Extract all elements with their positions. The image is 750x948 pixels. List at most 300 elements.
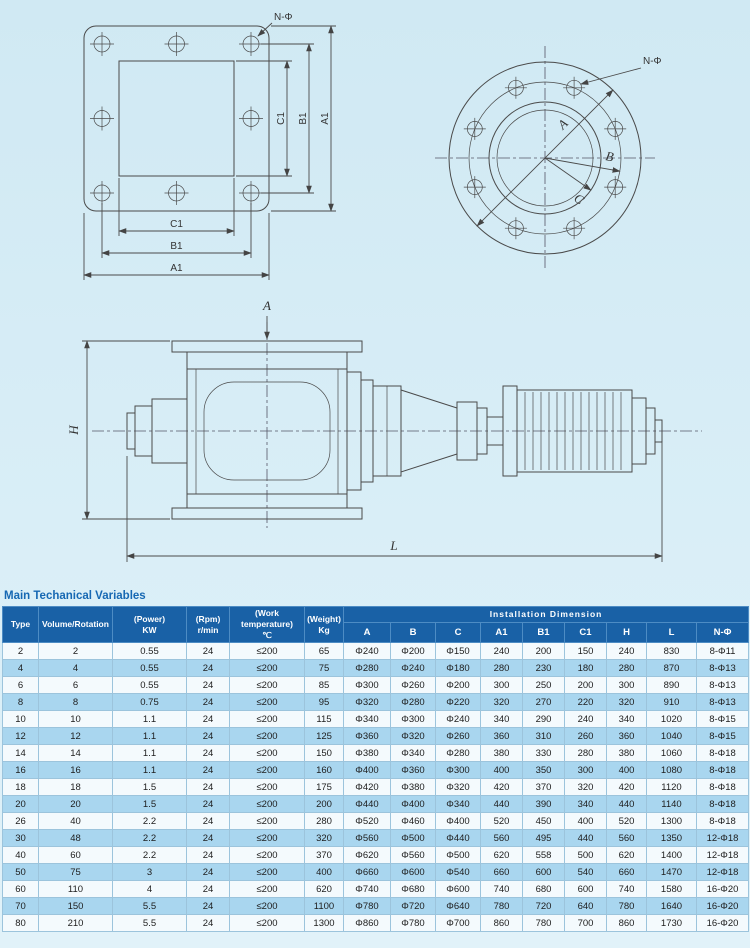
table-cell: 8-Φ15 [697, 728, 749, 745]
table-cell: 600 [523, 864, 565, 881]
table-cell: ≤200 [230, 813, 305, 830]
table-cell: 50 [3, 864, 39, 881]
table-cell: Φ260 [391, 677, 436, 694]
table-cell: 380 [481, 745, 523, 762]
table-cell: 0.55 [113, 643, 187, 660]
table-cell: 1040 [647, 728, 697, 745]
table-cell: Φ560 [391, 847, 436, 864]
table-cell: 440 [565, 830, 607, 847]
dim-a-label: A [554, 115, 571, 133]
square-flange-drawing [62, 6, 362, 296]
table-cell: 330 [523, 745, 565, 762]
table-cell: 24 [187, 711, 230, 728]
table-cell: 520 [481, 813, 523, 830]
table-row [3, 881, 749, 898]
table-cell: Φ340 [436, 796, 481, 813]
table-cell: Φ500 [436, 847, 481, 864]
table-cell: 1730 [647, 915, 697, 932]
table-cell: 600 [565, 881, 607, 898]
table-cell: 8-Φ11 [697, 643, 749, 660]
table-cell: 1.1 [113, 728, 187, 745]
table-cell: Φ780 [344, 898, 391, 915]
table-cell: Φ380 [391, 779, 436, 796]
table-cell: 115 [305, 711, 344, 728]
table-cell: Φ200 [436, 677, 481, 694]
table-cell: Φ260 [436, 728, 481, 745]
table-cell: 75 [305, 660, 344, 677]
table-cell: 280 [481, 660, 523, 677]
table-cell: 440 [481, 796, 523, 813]
table-cell: ≤200 [230, 660, 305, 677]
table-cell: 280 [305, 813, 344, 830]
table-cell: 20 [39, 796, 113, 813]
table-cell: 24 [187, 864, 230, 881]
table-cell: 860 [481, 915, 523, 932]
table-cell: Φ860 [344, 915, 391, 932]
dim-a1-label: A1 [170, 263, 183, 274]
valve-side-view-drawing [52, 296, 717, 588]
col-header-a: A [344, 622, 391, 642]
table-cell: 0.55 [113, 660, 187, 677]
table-cell: 340 [565, 796, 607, 813]
table-row [3, 898, 749, 915]
table-cell: 420 [607, 779, 647, 796]
table-cell: ≤200 [230, 915, 305, 932]
table-cell: 240 [481, 643, 523, 660]
bolt-note-label: N-Φ [274, 12, 293, 23]
table-cell: 16-Φ20 [697, 898, 749, 915]
table-row [3, 677, 749, 694]
table-cell: 640 [565, 898, 607, 915]
table-body [3, 643, 749, 932]
table-cell: ≤200 [230, 694, 305, 711]
table-row [3, 660, 749, 677]
header-line: (Weight) [307, 613, 341, 624]
table-cell: 1060 [647, 745, 697, 762]
table-cell: Φ320 [391, 728, 436, 745]
table-cell: 660 [607, 864, 647, 881]
table-cell: 95 [305, 694, 344, 711]
table-cell: 24 [187, 728, 230, 745]
table-cell: 310 [523, 728, 565, 745]
table-cell: 24 [187, 745, 230, 762]
table-cell: 2 [39, 643, 113, 660]
table-cell: 260 [565, 728, 607, 745]
col-header-c: C [436, 622, 481, 642]
table-cell: 24 [187, 677, 230, 694]
table-cell: 1640 [647, 898, 697, 915]
table-cell: Φ620 [344, 847, 391, 864]
side-view-labels [66, 298, 398, 553]
table-row [3, 830, 749, 847]
table-cell: 4 [113, 881, 187, 898]
table-cell: Φ420 [344, 779, 391, 796]
table-cell: Φ520 [344, 813, 391, 830]
table-cell: Φ240 [436, 711, 481, 728]
table-cell: 75 [39, 864, 113, 881]
table-cell: 1300 [305, 915, 344, 932]
table-cell: 540 [565, 864, 607, 881]
table-cell: 200 [565, 677, 607, 694]
table-cell: Φ340 [344, 711, 391, 728]
table-cell: 240 [607, 643, 647, 660]
table-cell: Φ340 [391, 745, 436, 762]
table-row [3, 915, 749, 932]
table-cell: Φ280 [391, 694, 436, 711]
table-cell: 30 [3, 830, 39, 847]
table-cell: 8-Φ13 [697, 660, 749, 677]
table-cell: Φ360 [391, 762, 436, 779]
table-cell: 560 [607, 830, 647, 847]
table-cell: 18 [3, 779, 39, 796]
header-line: (Power) [133, 613, 166, 624]
table-cell: 48 [39, 830, 113, 847]
table-cell: 1020 [647, 711, 697, 728]
table-cell: ≤200 [230, 728, 305, 745]
table-cell: 700 [565, 915, 607, 932]
table-cell: 1080 [647, 762, 697, 779]
table-cell: 370 [523, 779, 565, 796]
round-flange-drawing [423, 38, 693, 278]
table-cell: 160 [305, 762, 344, 779]
table-cell: 8-Φ18 [697, 796, 749, 813]
table-cell: 340 [481, 711, 523, 728]
table-cell: 1580 [647, 881, 697, 898]
square-flange-dimensions [84, 23, 336, 280]
table-cell: 85 [305, 677, 344, 694]
table-row [3, 779, 749, 796]
side-view-dimensions [82, 316, 662, 562]
table-cell: Φ560 [344, 830, 391, 847]
table-cell: 500 [565, 847, 607, 864]
table-cell: 8-Φ18 [697, 779, 749, 796]
square-flange-bolt-holes [90, 32, 263, 205]
dim-b-label: B [604, 148, 615, 165]
table-cell: Φ300 [436, 762, 481, 779]
table-cell: 210 [39, 915, 113, 932]
table-cell: 890 [647, 677, 697, 694]
table-cell: ≤200 [230, 830, 305, 847]
table-cell: 12-Φ18 [697, 830, 749, 847]
table-cell: ≤200 [230, 745, 305, 762]
table-cell: 5.5 [113, 898, 187, 915]
table-cell: 16 [3, 762, 39, 779]
table-cell: 8-Φ13 [697, 694, 749, 711]
table-row [3, 762, 749, 779]
col-header-volume: Volume/Rotation [39, 607, 113, 643]
col-header-power [113, 607, 187, 643]
table-cell: Φ600 [436, 881, 481, 898]
table-cell: 24 [187, 847, 230, 864]
table-cell: 1.1 [113, 711, 187, 728]
table-cell: Φ500 [391, 830, 436, 847]
table-cell: 10 [39, 711, 113, 728]
table-cell: 560 [481, 830, 523, 847]
table-cell: 240 [565, 711, 607, 728]
table-cell: 220 [565, 694, 607, 711]
col-header-weight [305, 607, 344, 643]
table-cell: Φ320 [436, 779, 481, 796]
table-cell: 3 [113, 864, 187, 881]
spec-table [2, 606, 749, 932]
table-cell: 340 [607, 711, 647, 728]
col-header-h: H [607, 622, 647, 642]
dim-b1-vertical-label: B1 [298, 112, 309, 125]
table-cell: 320 [481, 694, 523, 711]
table-cell: 24 [187, 881, 230, 898]
table-cell: 380 [607, 745, 647, 762]
table-cell: 6 [3, 677, 39, 694]
section-title: Main Techanical Variables [4, 590, 146, 602]
table-cell: 8 [3, 694, 39, 711]
table-cell: ≤200 [230, 677, 305, 694]
col-header-a1: A1 [481, 622, 523, 642]
round-flange-dimensions [477, 68, 641, 226]
table-cell: Φ300 [391, 711, 436, 728]
table-cell: Φ700 [436, 915, 481, 932]
table-cell: 390 [523, 796, 565, 813]
table-cell: Φ240 [391, 660, 436, 677]
table-cell: 350 [523, 762, 565, 779]
table-cell: 24 [187, 915, 230, 932]
table-cell: 420 [481, 779, 523, 796]
table-cell: 4 [3, 660, 39, 677]
table-cell: Φ540 [436, 864, 481, 881]
table-cell: Φ460 [391, 813, 436, 830]
table-cell: 270 [523, 694, 565, 711]
table-cell: 24 [187, 813, 230, 830]
table-cell: Φ180 [436, 660, 481, 677]
table-cell: 620 [481, 847, 523, 864]
table-row [3, 643, 749, 660]
table-cell: 150 [305, 745, 344, 762]
inlet-a-label: A [263, 298, 271, 313]
table-cell: 2.2 [113, 830, 187, 847]
header-line: (Work temperature) [241, 608, 293, 630]
table-cell: ≤200 [230, 864, 305, 881]
table-cell: 720 [523, 898, 565, 915]
table-cell: 12 [3, 728, 39, 745]
table-cell: 40 [3, 847, 39, 864]
col-header-n-phi: N-Φ [697, 622, 749, 642]
table-cell: 780 [523, 915, 565, 932]
table-cell: 175 [305, 779, 344, 796]
table-cell: 150 [565, 643, 607, 660]
table-cell: Φ720 [391, 898, 436, 915]
table-cell: 12 [39, 728, 113, 745]
table-cell: Φ280 [344, 660, 391, 677]
table-cell: 80 [3, 915, 39, 932]
col-header-l: L [647, 622, 697, 642]
table-cell: ≤200 [230, 796, 305, 813]
table-cell: 1.1 [113, 745, 187, 762]
table-cell: Φ280 [436, 745, 481, 762]
col-header-c1: C1 [565, 622, 607, 642]
table-cell: 24 [187, 762, 230, 779]
table-cell: ≤200 [230, 762, 305, 779]
table-cell: Φ660 [344, 864, 391, 881]
table-cell: 450 [523, 813, 565, 830]
table-cell: 370 [305, 847, 344, 864]
table-cell: ≤200 [230, 898, 305, 915]
table-cell: 1300 [647, 813, 697, 830]
table-cell: 60 [3, 881, 39, 898]
table-cell: Φ240 [344, 643, 391, 660]
table-cell: 300 [481, 677, 523, 694]
table-cell: 200 [523, 643, 565, 660]
table-cell: 290 [523, 711, 565, 728]
table-cell: 8-Φ18 [697, 762, 749, 779]
table-cell: Φ400 [344, 762, 391, 779]
table-cell: 280 [607, 660, 647, 677]
dim-c1-vertical-label: C1 [276, 112, 287, 125]
table-cell: 400 [481, 762, 523, 779]
table-cell: 870 [647, 660, 697, 677]
table-cell: Φ360 [344, 728, 391, 745]
table-cell: 24 [187, 779, 230, 796]
table-cell: Φ150 [436, 643, 481, 660]
table-cell: 400 [305, 864, 344, 881]
header-line: (Rpm) [195, 613, 221, 624]
table-cell: 910 [647, 694, 697, 711]
table-cell: Φ440 [436, 830, 481, 847]
table-cell: 1.5 [113, 796, 187, 813]
table-cell: 24 [187, 796, 230, 813]
header-line: Kg [318, 624, 330, 635]
table-cell: 60 [39, 847, 113, 864]
table-cell: 12-Φ18 [697, 864, 749, 881]
table-row [3, 847, 749, 864]
table-cell: 0.75 [113, 694, 187, 711]
table-cell: 440 [607, 796, 647, 813]
table-cell: 1400 [647, 847, 697, 864]
table-cell: 24 [187, 898, 230, 915]
header-line: KW [142, 624, 157, 635]
table-cell: Φ380 [344, 745, 391, 762]
table-cell: ≤200 [230, 711, 305, 728]
table-cell: 230 [523, 660, 565, 677]
dim-b1-label: B1 [170, 241, 183, 252]
table-cell: 24 [187, 660, 230, 677]
table-cell: 10 [3, 711, 39, 728]
table-cell: 360 [607, 728, 647, 745]
table-cell: 8 [39, 694, 113, 711]
table-cell: 495 [523, 830, 565, 847]
table-cell: 660 [481, 864, 523, 881]
table-cell: 2.2 [113, 813, 187, 830]
table-cell: 400 [607, 762, 647, 779]
table-cell: 558 [523, 847, 565, 864]
table-cell: 14 [39, 745, 113, 762]
table-cell: 860 [607, 915, 647, 932]
dim-l-label: L [390, 538, 398, 553]
table-cell: 780 [481, 898, 523, 915]
col-header-rpm [187, 607, 230, 643]
table-cell: 14 [3, 745, 39, 762]
table-cell: 12-Φ18 [697, 847, 749, 864]
col-header-work-temperature [230, 607, 305, 643]
table-cell: 16 [39, 762, 113, 779]
table-cell: 5.5 [113, 915, 187, 932]
table-cell: 620 [305, 881, 344, 898]
table-cell: ≤200 [230, 779, 305, 796]
table-cell: 26 [3, 813, 39, 830]
table-cell: 125 [305, 728, 344, 745]
table-row [3, 728, 749, 745]
table-cell: Φ780 [391, 915, 436, 932]
table-cell: 70 [3, 898, 39, 915]
table-cell: ≤200 [230, 847, 305, 864]
table-cell: Φ220 [436, 694, 481, 711]
table-cell: 1.1 [113, 762, 187, 779]
table-cell: 1120 [647, 779, 697, 796]
table-cell: 360 [481, 728, 523, 745]
table-cell: 740 [481, 881, 523, 898]
table-cell: 0.55 [113, 677, 187, 694]
col-header-installation-dimension: Installation Dimension [344, 607, 749, 623]
table-cell: 300 [607, 677, 647, 694]
col-header-type: Type [3, 607, 39, 643]
table-cell: Φ300 [344, 677, 391, 694]
table-cell: 520 [607, 813, 647, 830]
table-cell: 280 [565, 745, 607, 762]
table-cell: 110 [39, 881, 113, 898]
table-row [3, 796, 749, 813]
table-cell: 40 [39, 813, 113, 830]
table-cell: 6 [39, 677, 113, 694]
col-header-b: B [391, 622, 436, 642]
table-cell: 620 [607, 847, 647, 864]
table-cell: 320 [607, 694, 647, 711]
table-cell: 8-Φ13 [697, 677, 749, 694]
table-cell: 1100 [305, 898, 344, 915]
table-cell: Φ400 [436, 813, 481, 830]
table-cell: 1470 [647, 864, 697, 881]
table-cell: 16-Φ20 [697, 881, 749, 898]
table-cell: 20 [3, 796, 39, 813]
dim-c1-label: C1 [170, 219, 183, 230]
table-row [3, 864, 749, 881]
table-cell: Φ640 [436, 898, 481, 915]
table-cell: 24 [187, 830, 230, 847]
table-cell: 8-Φ18 [697, 745, 749, 762]
table-cell: Φ680 [391, 881, 436, 898]
table-row [3, 813, 749, 830]
table-cell: 24 [187, 694, 230, 711]
table-cell: ≤200 [230, 881, 305, 898]
table-row [3, 694, 749, 711]
bolt-note-label: N-Φ [643, 56, 662, 67]
table-cell: 320 [305, 830, 344, 847]
table-cell: Φ200 [391, 643, 436, 660]
dim-c-label: C [571, 190, 587, 208]
table-cell: 200 [305, 796, 344, 813]
table-cell: Φ600 [391, 864, 436, 881]
table-cell: 740 [607, 881, 647, 898]
table-cell: 8-Φ15 [697, 711, 749, 728]
table-cell: 2 [3, 643, 39, 660]
table-cell: 250 [523, 677, 565, 694]
table-cell: 4 [39, 660, 113, 677]
table-cell: 1350 [647, 830, 697, 847]
side-view-centerlines [92, 322, 702, 528]
table-row [3, 711, 749, 728]
table-cell: Φ740 [344, 881, 391, 898]
table-cell: 24 [187, 643, 230, 660]
dim-a1-vertical-label: A1 [320, 112, 331, 125]
table-cell: Φ400 [391, 796, 436, 813]
table-cell: 830 [647, 643, 697, 660]
